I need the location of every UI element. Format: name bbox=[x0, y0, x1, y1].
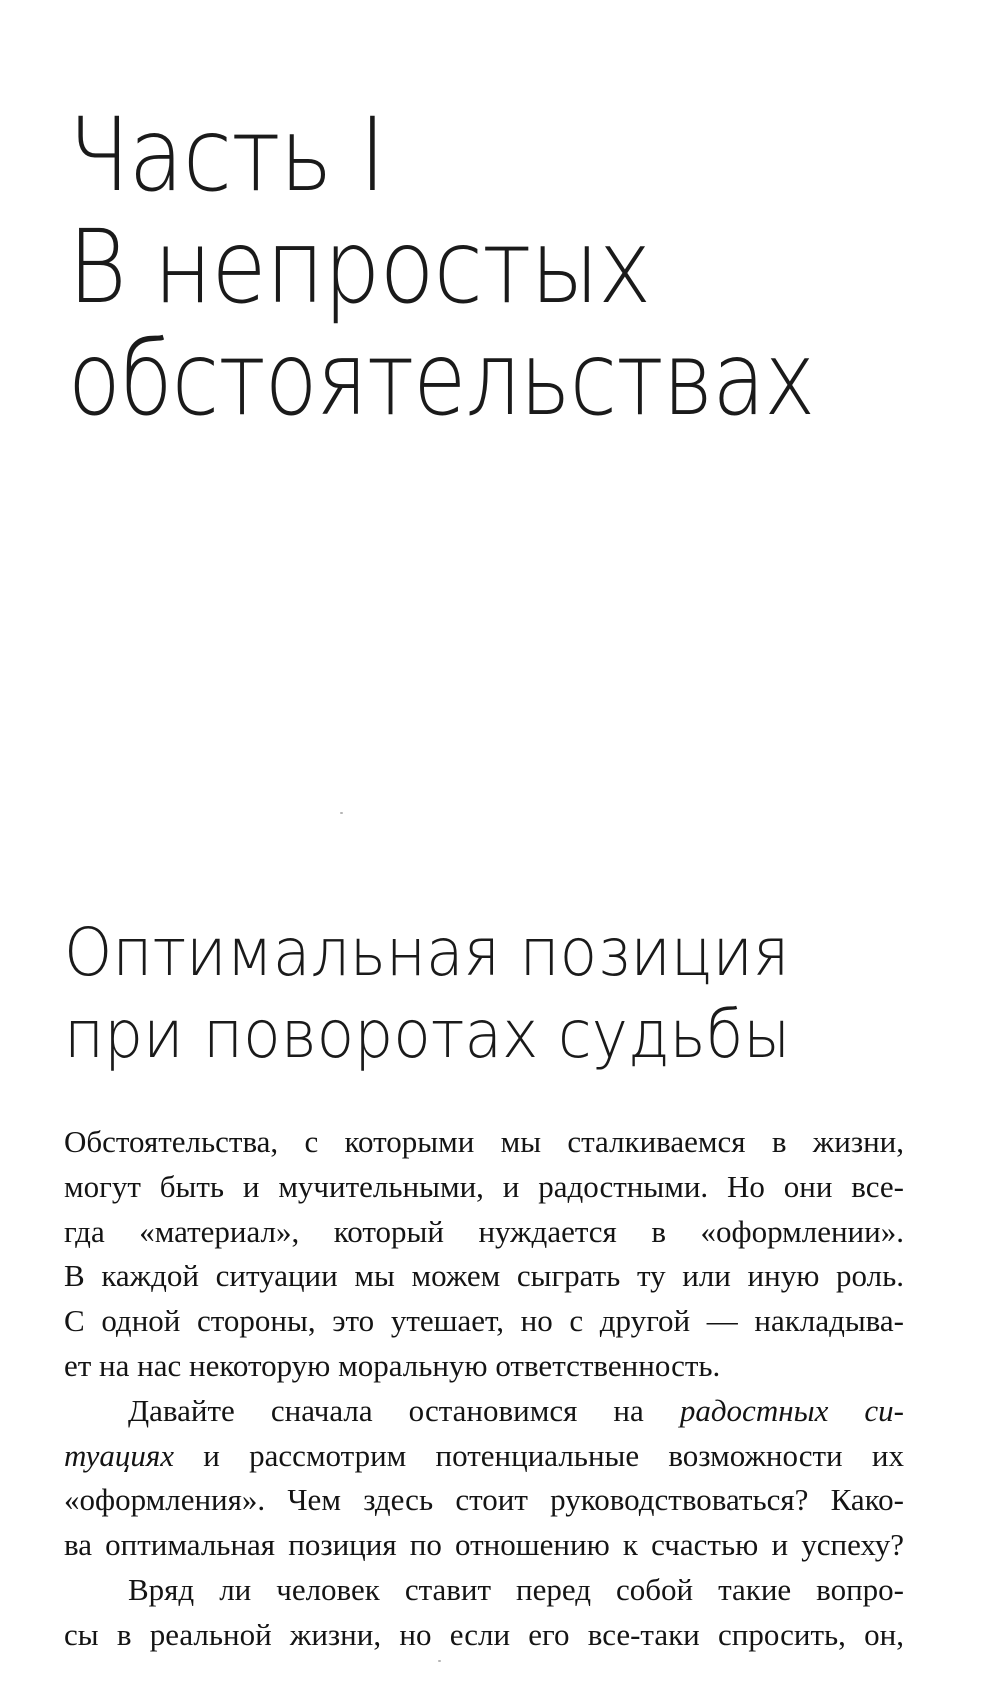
paragraph-1-line: С одной стороны, это утешает, но с другой — накладыва- bbox=[64, 1303, 904, 1339]
paragraph-1-line: гда «материал», который нуждается в «оформлении». bbox=[64, 1213, 904, 1249]
paragraph-3-line: Вряд ли человек ставит перед собой такие вопро- bbox=[128, 1571, 904, 1607]
part-title-line-2: В непростых bbox=[68, 208, 651, 327]
print-speck bbox=[340, 812, 343, 814]
paragraph-2-line bbox=[64, 1389, 904, 1434]
body-text bbox=[64, 1120, 904, 1658]
paragraph-2-text: Давайте сначала остановимся на bbox=[128, 1392, 680, 1428]
chapter-title-line-1: Оптимальная позиция bbox=[64, 914, 790, 991]
paragraph-2-line: «оформления». Чем здесь стоит руководствоваться? Како- bbox=[64, 1482, 904, 1518]
paragraph-2-emphasis: радостных си- bbox=[679, 1392, 905, 1428]
part-title-line-1: Часть I bbox=[68, 96, 385, 215]
chapter-title-line-2: при поворотах судьбы bbox=[64, 996, 791, 1073]
paragraph-1-line: ет на нас некоторую моральную ответственность. bbox=[64, 1347, 721, 1383]
paragraph-2-emphasis: туациях bbox=[64, 1437, 175, 1473]
paragraph-1-line: В каждой ситуации мы можем сыграть ту или иную роль. bbox=[64, 1258, 904, 1294]
paragraph-2-text: и рассмотрим потенциальные возможности их bbox=[174, 1437, 904, 1473]
paragraph-2-line bbox=[64, 1434, 904, 1479]
paragraph-3-line: сы в реальной жизни, но если его все-таки спросить, он, bbox=[64, 1616, 904, 1652]
part-title bbox=[68, 96, 951, 439]
paragraph-2-line: ва оптимальная позиция по отношению к счастью и успеху? bbox=[64, 1527, 904, 1563]
paragraph-1-line: Обстоятельства, с которыми мы сталкиваемся в жизни, bbox=[64, 1124, 904, 1159]
chapter-title bbox=[64, 912, 845, 1076]
paragraph-1-line: могут быть и мучительными, и радостными. Но они все- bbox=[64, 1168, 904, 1204]
print-speck bbox=[438, 1660, 441, 1662]
part-title-line-3: обстоятельствах bbox=[68, 320, 815, 439]
